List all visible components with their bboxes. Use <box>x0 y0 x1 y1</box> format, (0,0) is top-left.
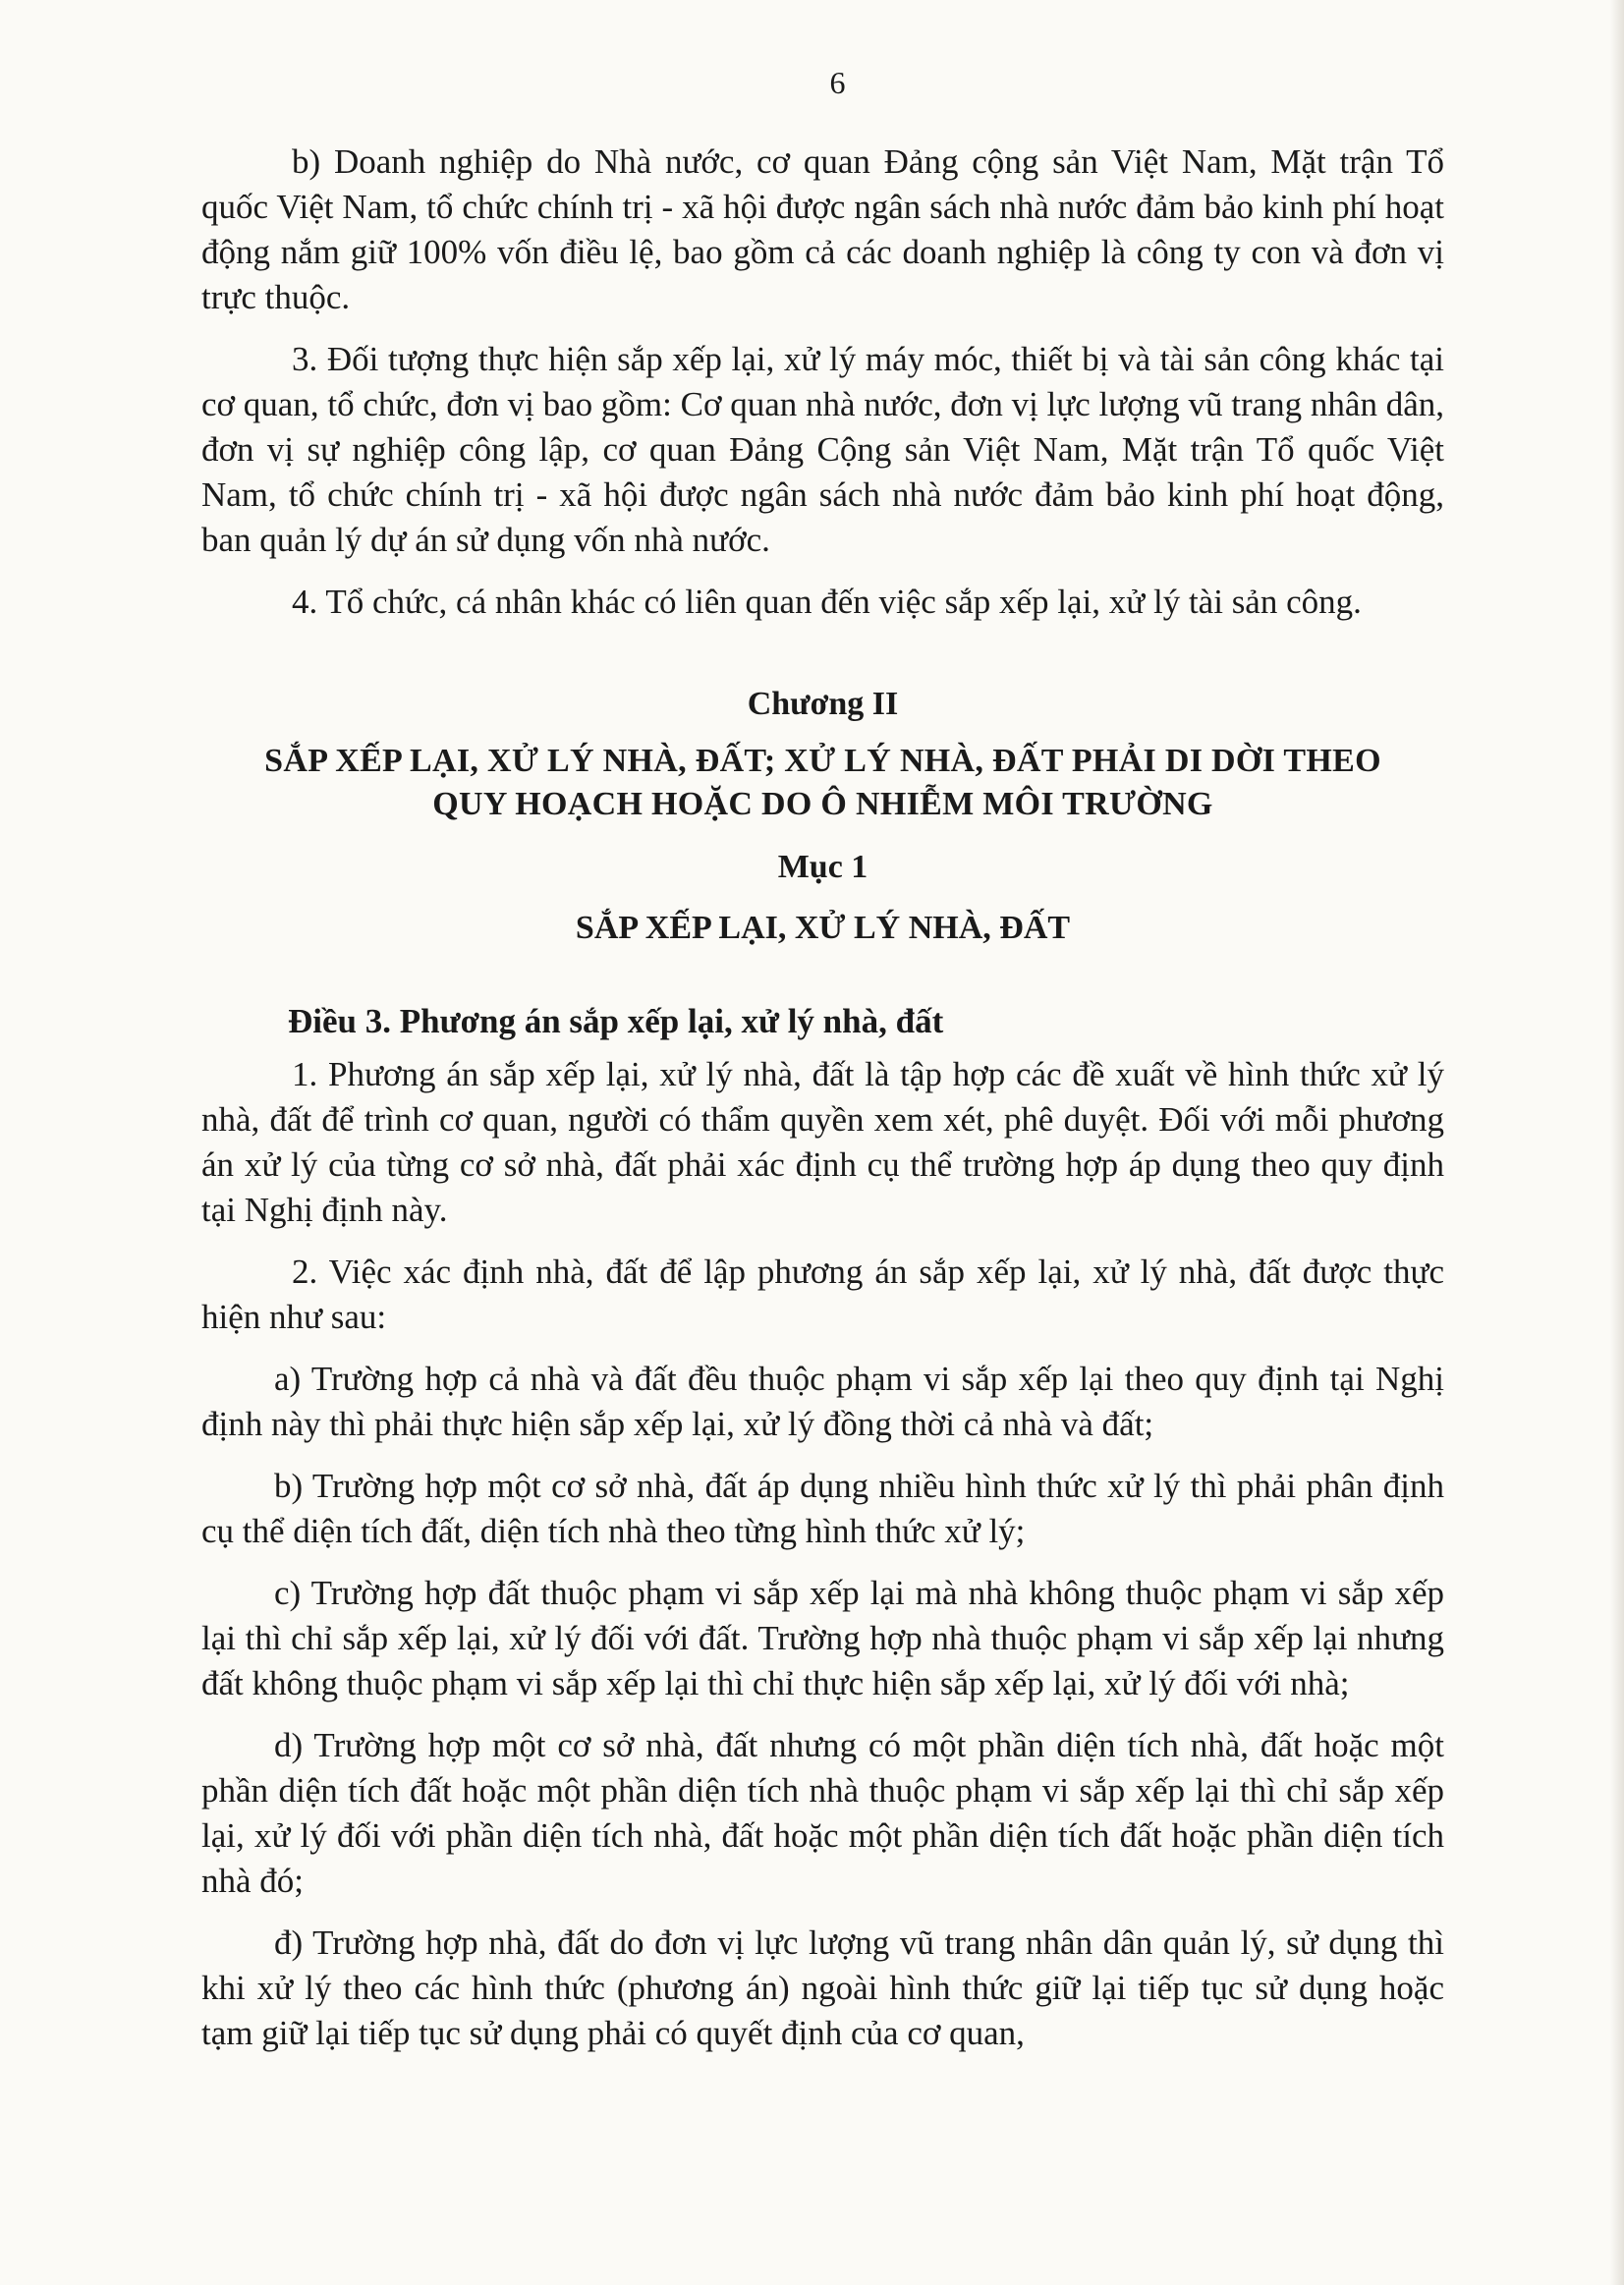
chapter-subtitle-line-2: QUY HOẠCH HOẶC DO Ô NHIỄM MÔI TRƯỜNG <box>432 786 1213 822</box>
article-item-d: d) Trường hợp một cơ sở nhà, đất nhưng có một phần diện tích nhà, đất hoặc một phần diện tích đất hoặc một phần diện tích nhà thuộc phạm vi sắp xếp lại thì chỉ sắp xếp lại, xử lý đối với phần diện tích nhà, đất hoặc một phần diện tích đất hoặc phần diện tích nhà đó; <box>201 1726 1444 1900</box>
chapter-title: Chương II <box>747 686 899 722</box>
paragraph-2b: b) Doanh nghiệp do Nhà nước, cơ quan Đảng cộng sản Việt Nam, Mặt trận Tổ quốc Việt Nam, tổ chức chính trị - xã hội được ngân sách nhà nước đảm bảo kinh phí hoạt động nắm giữ 100% vốn điều lệ, bao gồm cả các doanh nghiệp là công ty con và đơn vị trực thuộc. <box>201 142 1444 316</box>
page-number: 6 <box>829 65 846 100</box>
article-item-a: a) Trường hợp cả nhà và đất đều thuộc phạm vi sắp xếp lại theo quy định tại Nghị định này thì phải thực hiện sắp xếp lại, xử lý đồng thời cả nhà và đất; <box>201 1360 1444 1443</box>
article-title: Điều 3. Phương án sắp xếp lại, xử lý nhà, đất <box>288 1002 944 1040</box>
paragraph-3: 3. Đối tượng thực hiện sắp xếp lại, xử lý máy móc, thiết bị và tài sản công khác tại cơ quan, tổ chức, đơn vị bao gồm: Cơ quan nhà nước, đơn vị lực lượng vũ trang nhân dân, đơn vị sự nghiệp công lập, cơ quan Đảng Cộng sản Việt Nam, Mặt trận Tổ quốc Việt Nam, tổ chức chính trị - xã hội được ngân sách nhà nước đảm bảo kinh phí hoạt động, ban quản lý dự án sử dụng vốn nhà nước. <box>201 340 1444 559</box>
section-title: Mục 1 <box>777 849 868 885</box>
chapter-subtitle-line-1: SẮP XẾP LẠI, XỬ LÝ NHÀ, ĐẤT; XỬ LÝ NHÀ, ĐẤT PHẢI DI DỜI THEO <box>264 743 1381 779</box>
article-item-dd: đ) Trường hợp nhà, đất do đơn vị lực lượng vũ trang nhân dân quản lý, sử dụng thì khi xử lý theo các hình thức (phương án) ngoài hình thức giữ lại tiếp tục sử dụng hoặc tạm giữ lại tiếp tục sử dụng phải có quyết định của cơ quan, <box>201 1923 1444 2052</box>
article-item-c: c) Trường hợp đất thuộc phạm vi sắp xếp lại mà nhà không thuộc phạm vi sắp xếp lại thì chỉ sắp xếp lại, xử lý đối với đất. Trường hợp nhà thuộc phạm vi sắp xếp lại nhưng đất không thuộc phạm vi sắp xếp lại thì chỉ thực hiện sắp xếp lại, xử lý đối với nhà; <box>201 1574 1444 1702</box>
paragraph-4: 4. Tổ chức, cá nhân khác có liên quan đến việc sắp xếp lại, xử lý tài sản công. <box>292 583 1362 621</box>
section-subtitle: SẮP XẾP LẠI, XỬ LÝ NHÀ, ĐẤT <box>575 910 1071 946</box>
scan-edge-shadow <box>1610 0 1624 2285</box>
article-paragraph-1: 1. Phương án sắp xếp lại, xử lý nhà, đất là tập hợp các đề xuất về hình thức xử lý nhà, đất để trình cơ quan, người có thẩm quyền xem xét, phê duyệt. Đối với mỗi phương án xử lý của từng cơ sở nhà, đất phải xác định cụ thể trường hợp áp dụng theo quy định tại Nghị định này. <box>201 1055 1444 1229</box>
article-paragraph-2: 2. Việc xác định nhà, đất để lập phương án sắp xếp lại, xử lý nhà, đất được thực hiện như sau: <box>201 1253 1444 1336</box>
article-item-b: b) Trường hợp một cơ sở nhà, đất áp dụng nhiều hình thức xử lý thì phải phân định cụ thể diện tích đất, diện tích nhà theo từng hình thức xử lý; <box>201 1467 1444 1550</box>
spacer <box>201 641 1444 683</box>
